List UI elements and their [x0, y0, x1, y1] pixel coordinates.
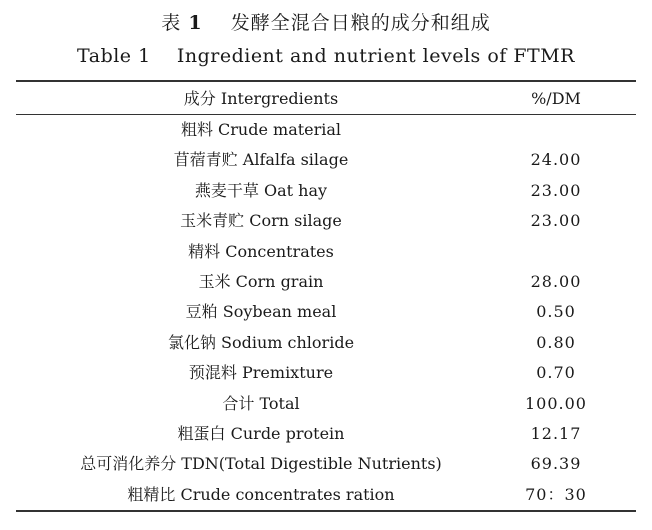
- table-row: [16, 237, 636, 267]
- row-ingredient: 精料 Concentrates: [188, 241, 334, 261]
- table-header-row: [16, 84, 636, 114]
- row-value: 12.17: [530, 424, 582, 443]
- row-ingredient: 玉米青贮 Corn silage: [180, 211, 342, 231]
- row-ingredient: 粗蛋白 Curde protein: [177, 424, 345, 443]
- row-ingredient: 合计 Total: [222, 393, 300, 413]
- row-ingredient: 豆粕 Soybean meal: [185, 302, 337, 322]
- table-row: [16, 449, 636, 479]
- table-row: [16, 419, 636, 449]
- table-title-cn: [0, 8, 652, 35]
- row-value: 69.39: [530, 454, 582, 474]
- table-row: [16, 328, 636, 358]
- row-value: 100.00: [525, 393, 587, 413]
- table-row: [16, 115, 636, 145]
- bottom-rule: [16, 510, 636, 512]
- header-ingredient: 成分 Intergredients: [183, 89, 339, 108]
- row-value: 0.50: [536, 302, 576, 322]
- table-title-cn-text: 发酵全混合日粮的成分和组成: [230, 12, 491, 34]
- table-title-en: Table 1 Ingredient and nutrient levels of FTMR: [77, 45, 575, 67]
- row-value: 0.80: [536, 332, 576, 352]
- row-value: 24.00: [530, 150, 582, 170]
- table-title-cn-prefix: 表: [161, 12, 182, 34]
- row-ingredient: 玉米 Corn grain: [198, 272, 324, 291]
- row-value: 0.70: [536, 363, 576, 383]
- table-row: [16, 176, 636, 206]
- top-rule: [16, 80, 636, 82]
- row-ingredient: 粗料 Crude material: [180, 120, 342, 139]
- header-value: %/DM: [531, 89, 581, 108]
- row-value: 23.00: [530, 180, 582, 200]
- row-ingredient: 粗精比 Crude concentrates ration: [127, 484, 395, 504]
- row-ingredient: 苜蓿青贮 Alfalfa silage: [173, 150, 349, 170]
- row-ingredient: 预混料 Premixture: [188, 363, 334, 383]
- table-row: [16, 145, 636, 175]
- table-row: [16, 206, 636, 236]
- row-ingredient: 燕麦干草 Oat hay: [194, 180, 328, 200]
- row-ingredient: 氯化钠 Sodium chloride: [167, 332, 355, 352]
- table-row: [16, 297, 636, 327]
- table-row: [16, 358, 636, 388]
- row-value: 70：30: [525, 484, 587, 504]
- table-row: [16, 267, 636, 297]
- table-row: [16, 389, 636, 419]
- table-title-cn-number: 1: [188, 12, 203, 34]
- row-value: 28.00: [530, 272, 582, 291]
- row-value: 23.00: [530, 211, 582, 231]
- row-ingredient: 总可消化养分 TDN(Total Digestible Nutrients): [80, 454, 442, 474]
- table-row: [16, 480, 636, 510]
